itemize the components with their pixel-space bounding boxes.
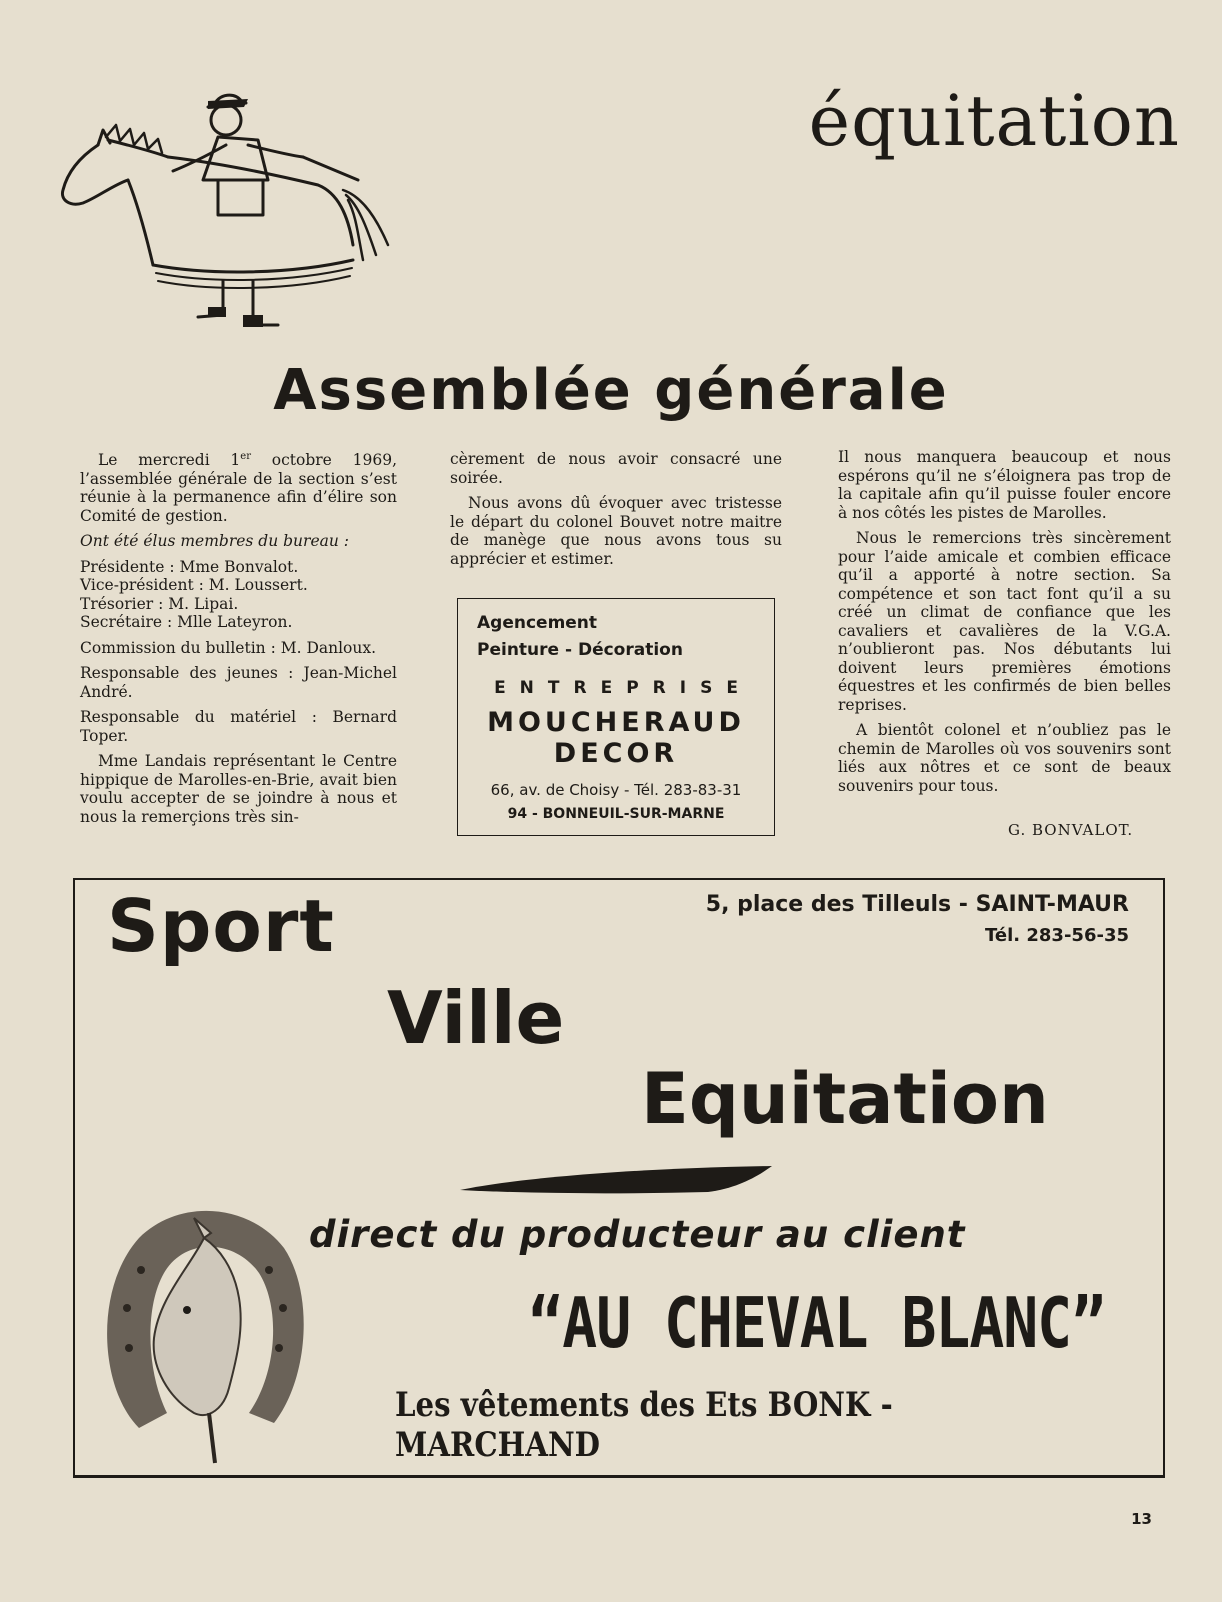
ad-decor-city: 94 - BONNEUIL-SUR-MARNE [507, 806, 725, 822]
ad-moucheraud-decor [457, 598, 775, 836]
page-number: 13 [1131, 1510, 1152, 1528]
swoosh-decoration [458, 1164, 774, 1196]
officer-list [80, 558, 397, 632]
ad-sport-tagline: direct du producteur au client [309, 1213, 966, 1256]
officer-item: Vice-président : M. Loussert. [80, 576, 308, 595]
paragraph-remercions: Nous le remercions très sincèrement pour l’aide amicale et combien efficace qu’il a apporté à notre section. Sa compétence et son tact font qu’il a su créé un climat de confiance que les cavaliers et cavalières de la V.G.A. n’oublieront pas. Nos débutants lui doivent leurs premières émotions équestres et les confirmés de bien belles reprises. [838, 529, 1171, 714]
paragraph-soiree: cèrement de nous avoir consacré une soirée. [450, 450, 782, 487]
article-headline: Assemblée générale [273, 358, 949, 423]
article-column-1 [80, 448, 397, 833]
paragraph-materiel: Responsable du matériel : Bernard Toper. [80, 708, 397, 745]
ad-decor-name: MOUCHERAUD [487, 707, 745, 738]
ad-sport-word-ville: Ville [387, 976, 565, 1060]
paragraph-depart: Nous avons dû évoquer avec tristesse le départ du colonel Bouvet notre maitre de manège que nous avons tous su apprécier et estimer. [450, 494, 782, 568]
ad-decor-line-peinture: Peinture - Décoration [477, 640, 683, 660]
ad-sport-address: 5, place des Tilleuls - SAINT-MAUR [705, 892, 1129, 917]
rider-horse-illustration [58, 85, 403, 330]
ad-sport-word-equitation: Equitation [641, 1058, 1049, 1140]
bureau-heading: Ont été élus membres du bureau : [80, 532, 349, 551]
ad-sport-shop-name: “AU CHEVAL BLANC” [528, 1282, 1105, 1364]
paragraph-bientot: A bientôt colonel et n’oubliez pas le chemin de Marolles où vos souvenirs sont liés aux nôtres et ce sont de beaux souvenirs pour tous. [838, 721, 1171, 795]
ad-sport-subline: Les vêtements des Ets BONK - MARCHAND [395, 1385, 893, 1465]
ad-sport-ville-equitation [73, 878, 1165, 1478]
ad-sport-phone: Tél. 283-56-35 [985, 925, 1129, 946]
officer-item: Secrétaire : Mlle Lateyron. [80, 613, 293, 632]
section-title: équitation [808, 80, 1180, 162]
paragraph-intro: Le mercredi 1er octobre 1969, l’assemblée générale de la section s’est réunie à la permanence afin d’élire son Comité de gestion. [80, 451, 397, 525]
article-column-3 [838, 448, 1171, 802]
ad-decor-line-entreprise: ENTREPRISE [494, 678, 752, 698]
officer-item: Trésorier : M. Lipai. [80, 594, 239, 613]
officer-item: Présidente : Mme Bonvalot. [80, 557, 299, 576]
ad-sport-word-sport: Sport [107, 884, 335, 968]
paragraph-manquera: Il nous manquera beaucoup et nous espérons qu’il ne s’éloignera pas trop de la capitale afin qu’il puisse fouler encore à nos côtés les pistes de Marolles. [838, 448, 1171, 522]
ad-decor-name-2: DECOR [553, 738, 679, 769]
article-column-2 [450, 450, 782, 575]
paragraph-landais: Mme Landais représentant le Centre hippique de Marolles-en-Brie, avait bien voulu accepter de se joindre à nous et nous la remerçions très sin- [80, 752, 397, 826]
ad-decor-address: 66, av. de Choisy - Tél. 283-83-31 [490, 781, 742, 799]
paragraph-bulletin: Commission du bulletin : M. Danloux. [80, 638, 377, 657]
article-signature: G. BONVALOT. [1008, 821, 1134, 839]
ad-decor-line-agencement: Agencement [477, 613, 598, 633]
paragraph-jeunes: Responsable des jeunes : Jean-Michel André. [80, 664, 397, 701]
